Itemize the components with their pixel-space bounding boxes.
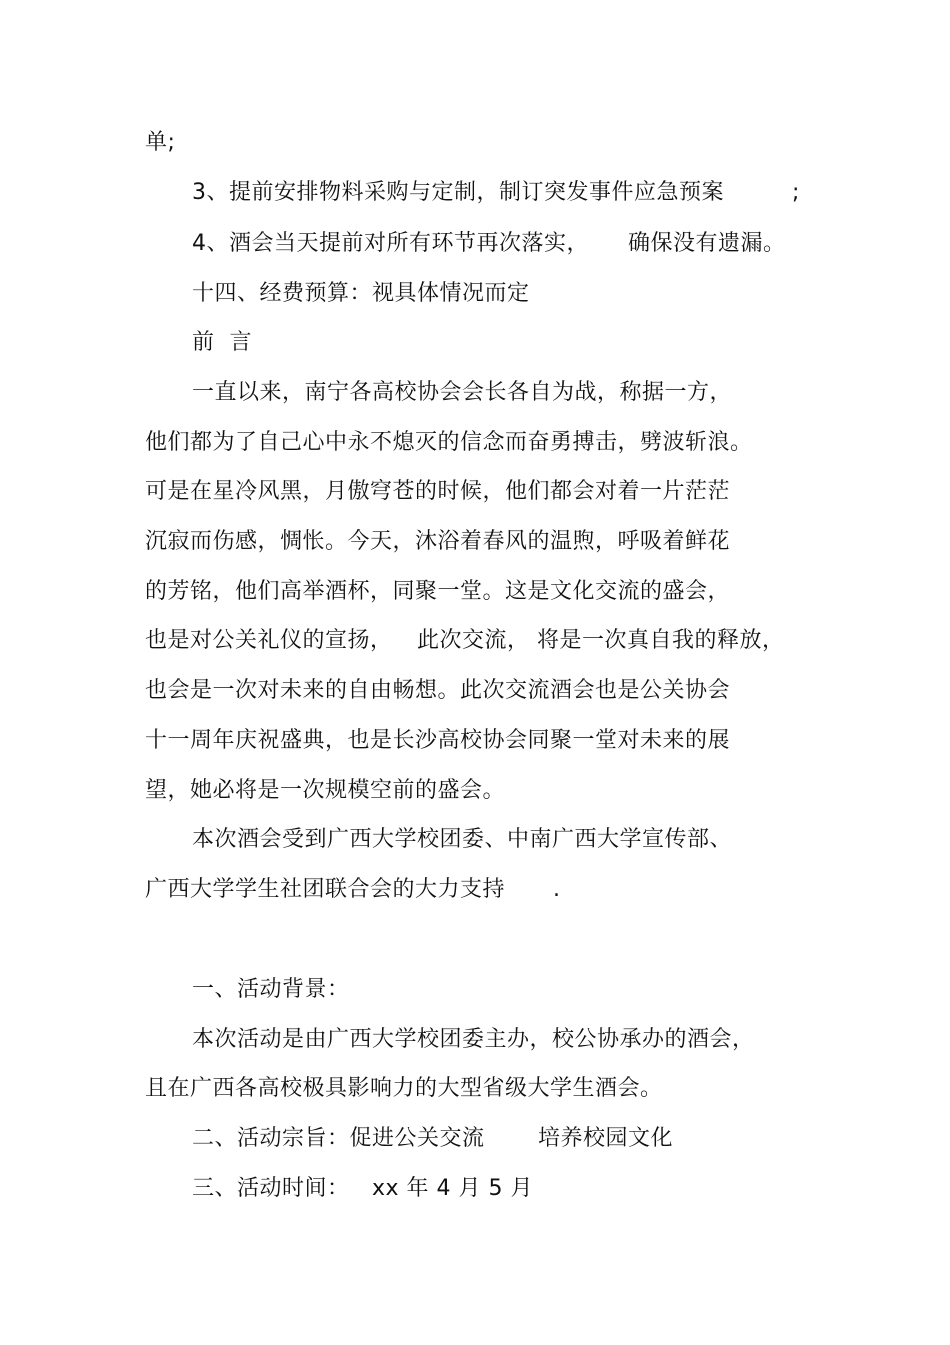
- text-segment: 十四、经费预算：视具体情况而定: [192, 281, 530, 306]
- text-segment: 4、酒会当天提前对所有环节再次落实，: [192, 231, 589, 256]
- text-segment: ;: [792, 180, 800, 205]
- text-line: [192, 178, 812, 208]
- text-line: [145, 128, 175, 218]
- text-line: [145, 875, 585, 905]
- text-segment: 望，她必将是一次规模空前的盛会。: [145, 778, 506, 803]
- text-segment: 单;: [145, 130, 176, 155]
- text-segment: 沉寂而伤感，惆怅。今天，沐浴着春风的温煦，呼吸着鲜花: [145, 529, 731, 554]
- text-segment: 一直以来，南宁各高校协会会长各自为战，称据一方，: [192, 380, 733, 405]
- text-segment: 一、活动背景：: [192, 977, 350, 1002]
- text-segment: 二、活动宗旨：促进公关交流: [192, 1126, 485, 1151]
- text-segment: 也是对公关礼仪的宣扬，: [145, 628, 393, 653]
- text-segment: 前 言: [192, 330, 252, 355]
- section-heading: [192, 1174, 552, 1204]
- text-segment: 培养校园文化: [538, 1126, 674, 1151]
- section-heading: [192, 1124, 692, 1154]
- text-segment: xx 年 4 月 5 月: [372, 1176, 533, 1201]
- text-segment: 本次酒会受到广西大学校团委、中南广西大学宣传部、: [192, 827, 733, 852]
- text-segment: 广西大学学生社团联合会的大力支持: [145, 877, 506, 902]
- text-segment: 可是在星冷风黑，月傲穹苍的时候，他们都会对着一片茫茫: [145, 479, 731, 504]
- text-segment: 且在广西各高校极具影响力的大型省级大学生酒会。: [145, 1076, 663, 1101]
- text-segment: 本次活动是由广西大学校团委主办，校公协承办的酒会，: [192, 1027, 755, 1052]
- text-segment: 确保没有遗漏。: [628, 231, 786, 256]
- text-segment: 的芳铭，他们高举酒杯，同聚一堂。这是文化交流的盛会，: [145, 579, 731, 604]
- text-segment: 三、活动时间：: [192, 1176, 350, 1201]
- text-line: [145, 626, 785, 656]
- text-segment: 十一周年庆祝盛典，也是长沙高校协会同聚一堂对未来的展: [145, 728, 731, 753]
- text-segment: 此次交流，: [417, 628, 530, 653]
- text-segment: 3、提前安排物料采购与定制，制订突发事件应急预案: [192, 180, 724, 205]
- text-segment: .: [553, 877, 561, 902]
- text-line: [192, 229, 792, 259]
- text-segment: 他们都为了自己心中永不熄灭的信念而奋勇搏击，劈波斩浪。: [145, 430, 753, 455]
- text-segment: 也会是一次对未来的自由畅想。此次交流酒会也是公关协会: [145, 678, 731, 703]
- text-segment: 将是一次真自我的释放，: [537, 628, 785, 653]
